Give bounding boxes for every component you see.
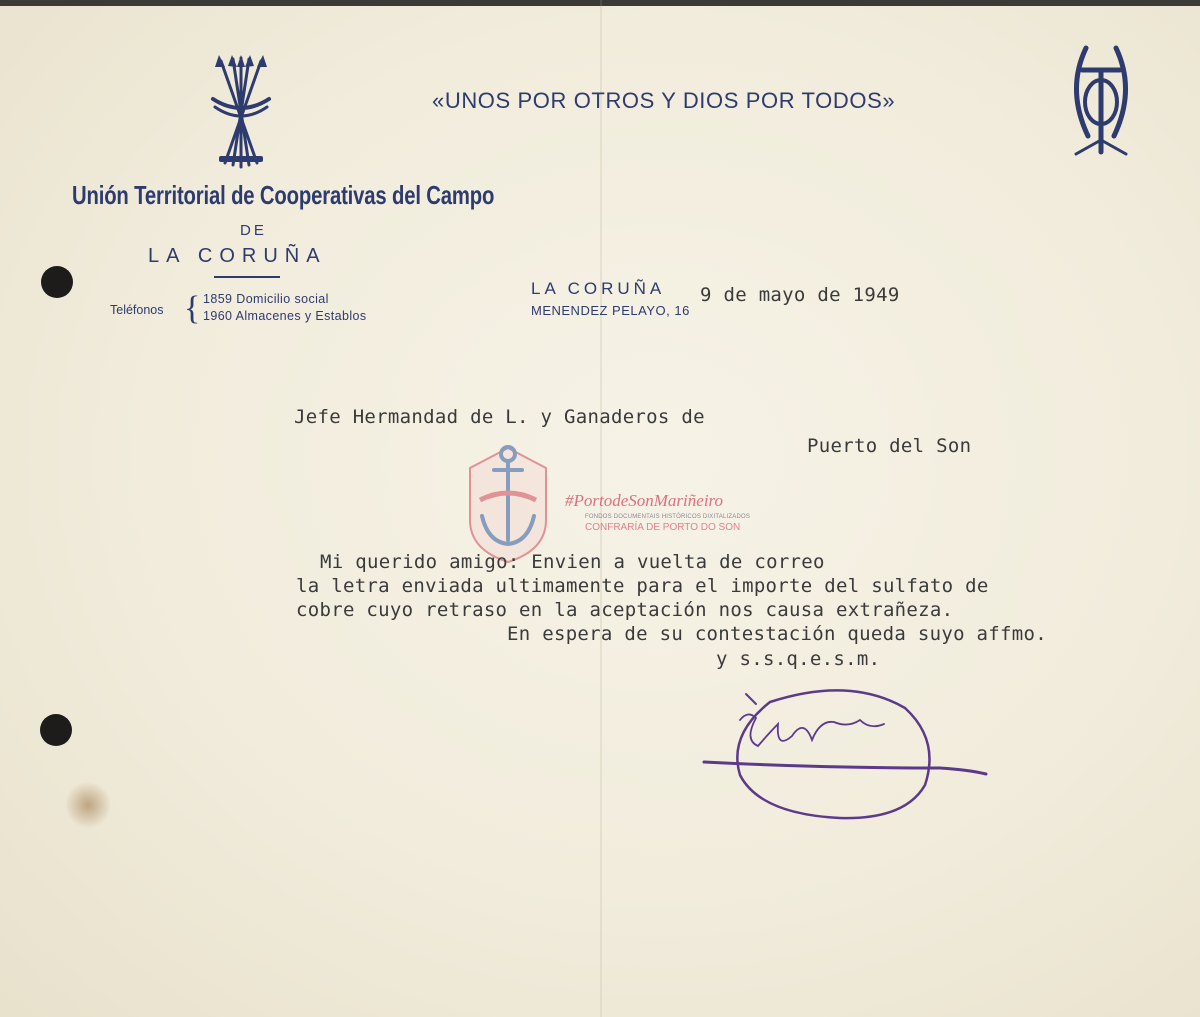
letter-date: 9 de mayo de 1949 <box>700 284 900 306</box>
cooperative-monogram-emblem <box>1066 40 1136 162</box>
watermark-line-1: #PortodeSonMariñeiro <box>565 491 724 510</box>
phones-label: Teléfonos <box>110 303 164 317</box>
punch-hole-top <box>41 266 73 298</box>
organization-de: DE <box>240 222 267 239</box>
body-line-3: cobre cuyo retraso en la aceptación nos causa extrañeza. <box>296 599 954 621</box>
punch-hole-bottom <box>40 714 72 746</box>
watermark-line-3: CONFRARÍA DE PORTO DO SON <box>585 522 741 533</box>
watermark-seal <box>458 440 558 568</box>
recipient-line-1: Jefe Hermandad de L. y Ganaderos de <box>294 406 705 428</box>
phones-brace: { <box>184 290 201 327</box>
letterhead-motto: «UNOS POR OTROS Y DIOS POR TODOS» <box>432 88 896 113</box>
handwritten-signature <box>700 680 990 830</box>
phone-line-1: 1859 Domicilio social <box>203 292 329 306</box>
body-line-1: Mi querido amigo: Envien a vuelta de correo <box>320 551 825 573</box>
body-line-4: En espera de su contestación queda suyo affmo. <box>507 623 1047 645</box>
phone-line-2: 1960 Almacenes y Establos <box>203 309 367 323</box>
address-city: LA CORUÑA <box>531 279 666 298</box>
organization-rule <box>214 276 280 278</box>
yoke-and-arrows-emblem <box>205 55 277 171</box>
organization-city: LA CORUÑA <box>148 245 327 267</box>
recipient-line-2: Puerto del Son <box>807 435 972 457</box>
paper-stain <box>66 780 110 830</box>
organization-name: Unión Territorial de Cooperativas del Campo <box>72 180 495 210</box>
body-line-2: la letra enviada ultimamente para el importe del sulfato de <box>296 575 989 597</box>
watermark-line-2: FONDOS DOCUMENTAIS HISTÓRICOS DIXITALIZADOS <box>585 514 751 520</box>
body-line-5: y s.s.q.e.s.m. <box>716 648 881 670</box>
address-street: MENENDEZ PELAYO, 16 <box>531 303 690 318</box>
